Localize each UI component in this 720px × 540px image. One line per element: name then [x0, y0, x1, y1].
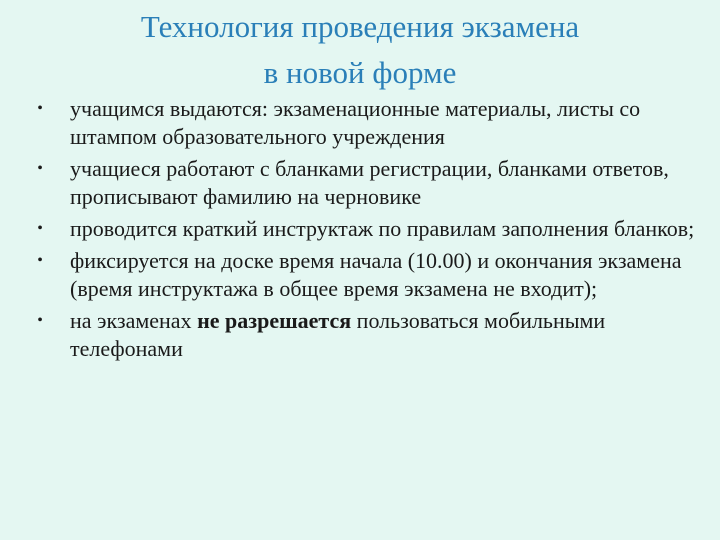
list-item: [30, 307, 710, 363]
list-item: [30, 215, 710, 243]
slide-title: [80, 4, 640, 96]
bullet-text: учащиеся работают с бланками регистрации, бланками ответов, прописывают фамилию на черновике: [70, 156, 669, 209]
bullet-text: проводится краткий инструктаж по правилам заполнения бланков;: [70, 216, 695, 241]
bullet-text-start: на экзаменах: [70, 308, 198, 333]
bullet-text: учащимся выдаются: экзаменационные материалы, листы со штампом образовательного учреждения: [70, 96, 641, 149]
bullet-text-emphasis: не разрешается: [197, 308, 352, 333]
bullet-list: [30, 95, 710, 367]
bullet-icon: •: [37, 100, 43, 117]
bullet-text: [70, 308, 605, 361]
bullet-icon: •: [37, 252, 43, 269]
bullet-text-end: пользоваться мобильными телефонами: [70, 308, 606, 361]
bullet-icon: •: [37, 312, 43, 329]
list-item: [30, 155, 710, 211]
list-item: [30, 95, 710, 151]
slide-title-line-1: Технология проведения экзамена: [140, 9, 580, 44]
bullet-icon: •: [37, 220, 43, 237]
slide-title-line-2: в новой форме: [263, 55, 457, 90]
bullet-text: фиксируется на доске время начала (10.00) и окончания экзамена (время инструктажа в общее время экзамена не входит);: [70, 248, 682, 301]
list-item: [30, 247, 710, 303]
bullet-icon: •: [37, 160, 43, 177]
